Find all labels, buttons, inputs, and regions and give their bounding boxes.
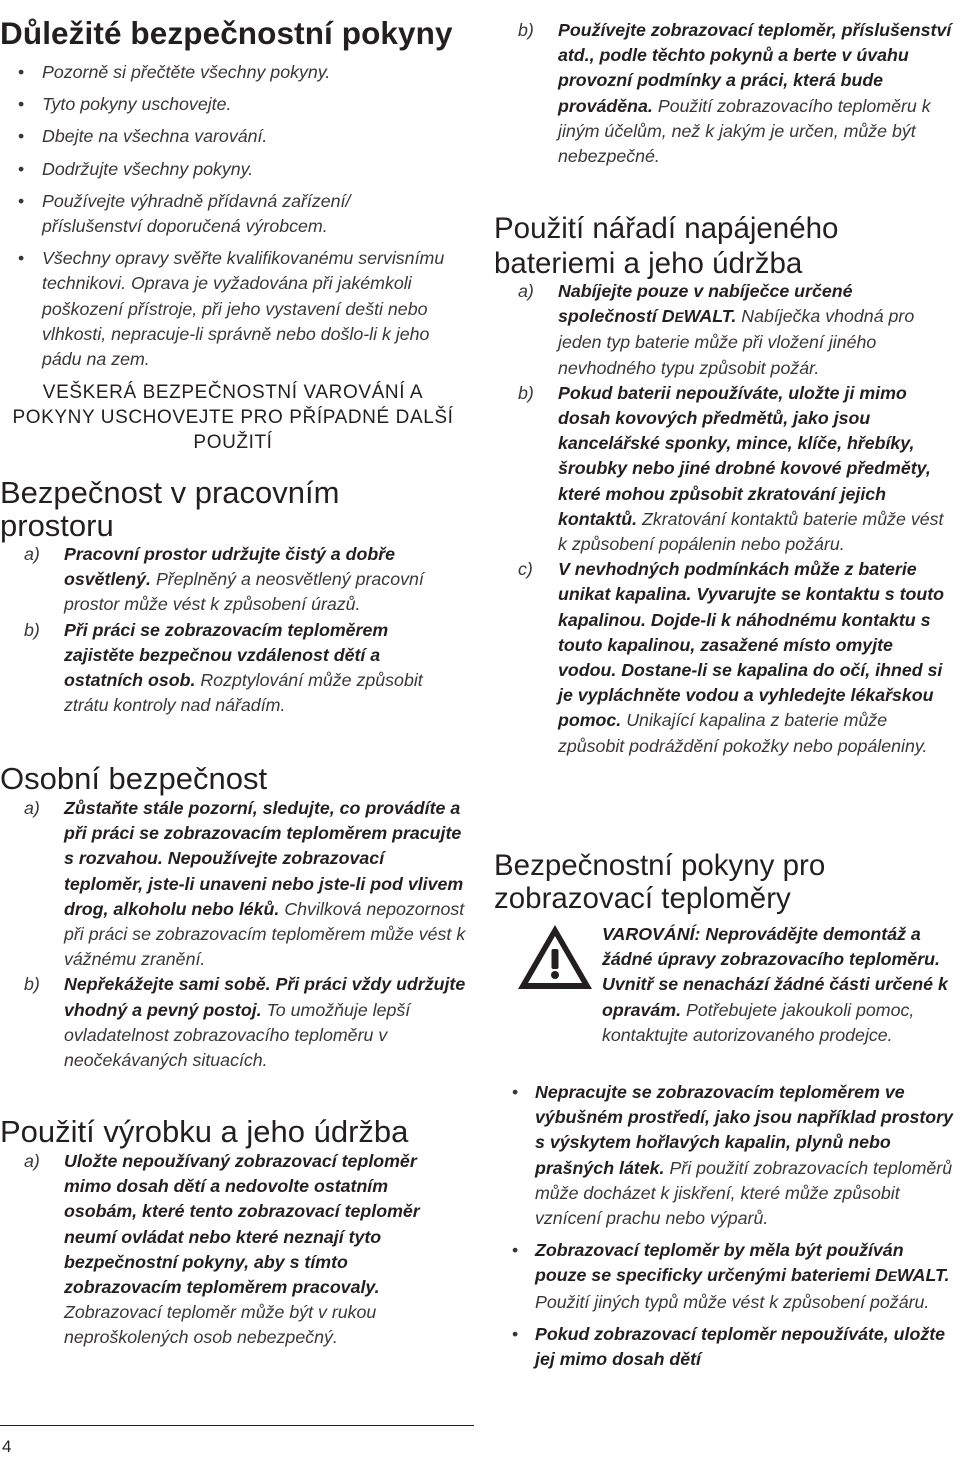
item-letter: c) xyxy=(518,559,533,580)
item-letter: b) xyxy=(518,382,534,403)
list-item: b) Pokud baterii nepoužíváte, uložte ji mimo dosah kovových předmětů, jako jsou kancelářské sponky, mince, klíče, hřebíky, šroubky nebo jiné drobné kovové předměty, které mohou způsobit zkratování jejich kontaktů. Zkratování kontaktů baterie může vést k způsobení popálenin nebo požáru. xyxy=(518,382,944,555)
bullet-icon: • xyxy=(18,158,25,179)
list-item: • Tyto pokyny uschovejte. xyxy=(0,92,466,117)
list-item: • Dodržujte všechny pokyny. xyxy=(0,157,466,182)
list-item: c) V nevhodných podmínkách může z baterie unikat kapalina. Vyvarujte se kontaktu s touto kapalinou. Dojde-li k náhodnému kontaktu s touto kapalinou, zasažené místo omyjte vodou. Dostane-li se kapalina do očí, ihned si je vypláchněte vodou a vyhledejte lékařskou pomoc. Unikající kapalina z baterie může způsobit podráždění pokožky nebo popáleniny. xyxy=(518,559,945,756)
heading-battery-tools: Použití nářadí napájeného bateriemi a jeho údržba xyxy=(494,212,839,280)
bullet-icon: • xyxy=(512,1082,519,1102)
list-item: a) Nabíjejte pouze v nabíječce určené společností DEWALT. Nabíječka vhodná pro jeden typ baterie může při vložení jiného nevhodného typu způsobit požár. xyxy=(518,281,915,378)
bullet-icon: • xyxy=(18,62,25,82)
personal-safety-list xyxy=(0,796,466,1073)
list-item: • Pozorně si přečtěte všechny pokyny. xyxy=(0,60,466,85)
work-area-list xyxy=(0,542,466,718)
page-number: 4 xyxy=(2,1437,12,1456)
item-letter: a) xyxy=(24,798,40,818)
item-letter: b) xyxy=(518,20,534,40)
list-item: b) Při práci se zobrazovacím teploměrem zajistěte bezpečnou vzdálenost dětí a ostatních osob. Rozptylování může způsobit ztrátu kontroly nad nářadím. xyxy=(24,619,423,716)
list-item: b) Nepřekážejte sami sobě. Při práci vždy udržujte vhodný a pevný postoj. To umožňuje lepší ovladatelnost zobrazovacího teploměru v neočekávaných situacích. xyxy=(24,974,466,1071)
item-letter: a) xyxy=(24,544,40,564)
heading-important-safety: Důležité bezpečnostní pokyny xyxy=(0,15,453,51)
heading-personal-safety: Osobní bezpečnost xyxy=(0,761,268,796)
display-thermometer-bullets xyxy=(494,1080,956,1372)
caps-notice: VEŠKERÁ BEZPEČNOSTNÍ VAROVÁNÍ A POKYNY USCHOVEJTE PRO PŘÍPADNÉ DALŠÍ POUŽITÍ xyxy=(12,382,454,453)
warning-text: VAROVÁNÍ: Neprovádějte demontáž a žádné úpravy zobrazovacího teploměru. Uvnitř se nenachází žádné části určené k opravám. Potřebujete jakoukoli pomoc, kontaktujte autorizovaného prodejce. xyxy=(602,924,948,1045)
bullet-icon: • xyxy=(18,190,25,211)
bullet-icon: • xyxy=(512,1323,519,1344)
list-item: • Všechny opravy svěřte kvalifikovanému servisnímu technikovi. Oprava je vyžadována při jakémkoli poškození přístroje, při jeho vystavení dešti nebo vlhkosti, nepracuje-li správně nebo došlo-li k jeho pádu na zem. xyxy=(18,248,445,370)
item-letter: b) xyxy=(24,974,40,995)
bullet-icon: • xyxy=(18,248,25,269)
item-letter: a) xyxy=(518,281,534,301)
list-item: a) Pracovní prostor udržujte čistý a dobře osvětlený. Přeplněný a neosvětlený pracovní prostor může vést k způsobení úrazů. xyxy=(24,544,424,615)
list-item: • Používejte výhradně přídavná zařízení/ příslušenství doporučená výrobcem. xyxy=(18,190,351,237)
list-item: a) Zůstaňte stále pozorní, sledujte, co provádíte a při práci se zobrazovacím teploměrem pracujte s rozvahou. Nepoužívejte zobrazovací teploměr, jste-li unaveni nebo jste-li pod vlivem drog, alkoholu nebo léků. Chvilková nepozornost při práci se zobrazovacím teploměrem může vést k vážnému zranění. xyxy=(24,798,466,970)
product-use-list xyxy=(0,1149,466,1351)
heading-product-use: Použití výrobku a jeho údržba xyxy=(0,1114,409,1149)
important-bullet-list xyxy=(0,60,466,372)
warning-triangle-icon xyxy=(516,922,594,992)
warning-block xyxy=(494,922,956,1048)
list-item: • Dbejte na všechna varování. xyxy=(0,124,466,149)
list-item: • Zobrazovací teploměr by měla být používán pouze se specificky určenými bateriemi DEWALT. Použití jiných typů může vést k způsobení požáru. xyxy=(512,1240,950,1312)
bullet-icon: • xyxy=(512,1240,519,1261)
footer-rule xyxy=(0,1425,474,1426)
battery-list xyxy=(494,279,956,759)
heading-display-thermometer-safety: Bezpečnostní pokyny pro zobrazovací teploměry xyxy=(494,849,826,915)
list-item: • Pokud zobrazovací teploměr nepoužíváte, uložte jej mimo dosah dětí xyxy=(512,1323,946,1370)
list-item: b) Používejte zobrazovací teploměr, příslušenství atd., podle těchto pokynů a berte v úvahu provozní podmínky a práci, která bude prováděna. Použití zobrazovacího teploměru k jiným účelům, než k jakým je určen, může být nebezpečné. xyxy=(518,20,952,167)
heading-work-area-safety: Bezpečnost v pracovním prostoru xyxy=(0,475,340,543)
bullet-icon: • xyxy=(18,94,25,115)
list-item: • Nepracujte se zobrazovacím teploměrem ve výbušném prostředí, jako jsou například prostory s výskytem hořlavých kapalin, plynů nebo prašných látek. Při použití zobrazovacích teploměrů může docházet k jiskření, které může způsobit vznícení prachu nebo výparů. xyxy=(512,1082,953,1229)
bullet-icon: • xyxy=(18,126,25,147)
continued-item xyxy=(494,18,956,169)
item-letter: a) xyxy=(24,1151,40,1171)
list-item: a) Uložte nepoužívaný zobrazovací teploměr mimo dosah dětí a nedovolte ostatním osobám, které tento zobrazovací teploměr neumí ovládat nebo které neznají tyto bezpečnostní pokyny, aby s tímto zobrazovacím teploměrem pracovaly. Zobrazovací teploměr může být v rukou neproškolených osob nebezpečný. xyxy=(24,1151,420,1348)
item-letter: b) xyxy=(24,619,40,640)
